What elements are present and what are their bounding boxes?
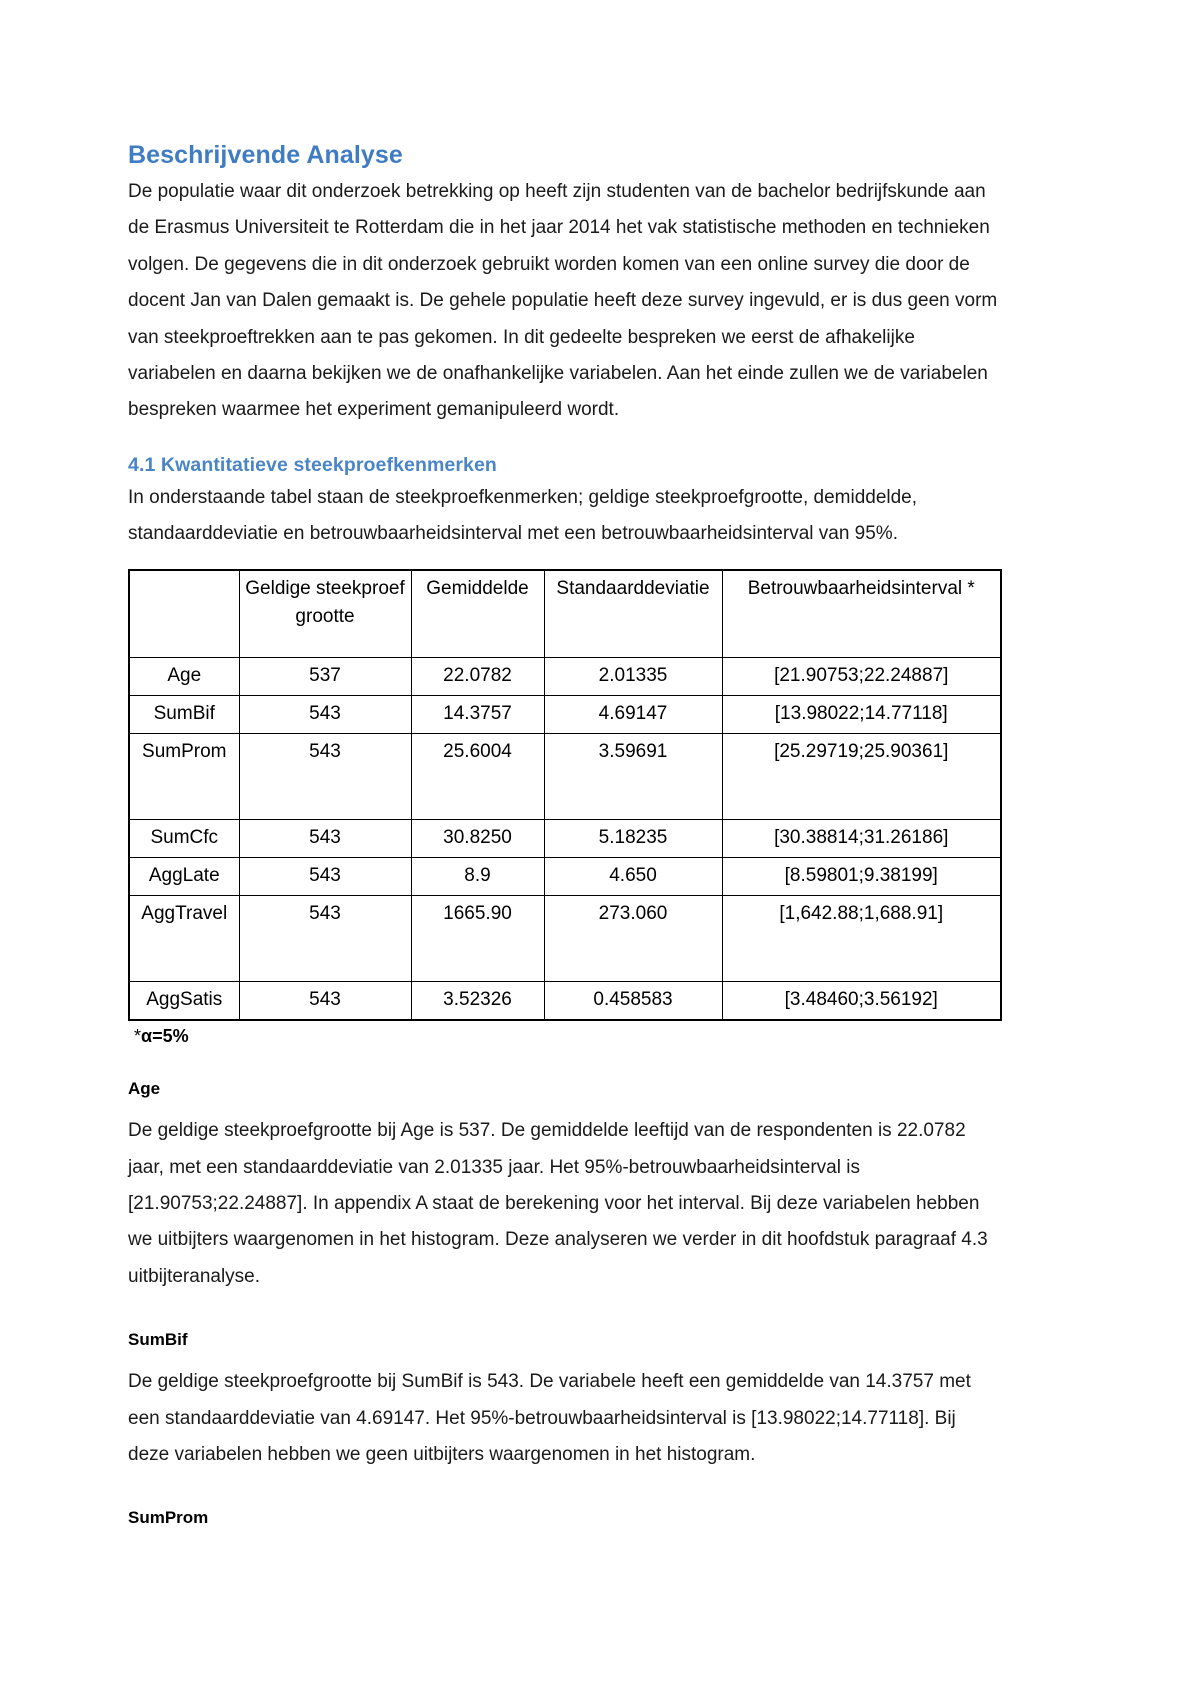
table-row	[129, 982, 1001, 1021]
table-header-cell-4: Betrouwbaarheidsinterval *	[722, 570, 1001, 658]
table-top-spacer	[128, 553, 1000, 569]
variable-heading-sumbif: SumBif	[128, 1330, 188, 1350]
section-heading-4-1: 4.1 Kwantitatieve steekproefkenmerken	[128, 453, 497, 476]
cell-ci: [30.38814;31.26186]	[722, 820, 1001, 858]
cell-sd: 2.01335	[544, 658, 722, 696]
page-title: Beschrijvende Analyse	[128, 141, 403, 169]
cell-n: 543	[239, 820, 411, 858]
cell-variable: SumProm	[129, 734, 239, 820]
footnote-star: *	[134, 1026, 142, 1047]
section-spacer	[128, 1473, 1000, 1506]
cell-variable: SumCfc	[129, 820, 239, 858]
cell-ci: [21.90753;22.24887]	[722, 658, 1001, 696]
table-row	[129, 734, 1001, 820]
cell-sd: 4.650	[544, 858, 722, 896]
heading-spacer	[128, 1352, 1000, 1364]
section-intro-paragraph: In onderstaande tabel staan de steekproefkenmerken; geldige steekproefgrootte, demiddelde, standaarddeviatie en betrouwbaarheidsinterval met een betrouwbaarheidsinterval van 95%.	[128, 486, 918, 545]
cell-variable: Age	[129, 658, 239, 696]
section-spacer	[128, 1295, 1000, 1328]
cell-ci: [13.98022;14.77118]	[722, 696, 1001, 734]
cell-sd: 3.59691	[544, 734, 722, 820]
cell-n: 543	[239, 896, 411, 982]
cell-mean: 3.52326	[411, 982, 544, 1021]
table-row	[129, 658, 1001, 696]
cell-sd: 273.060	[544, 896, 722, 982]
cell-n: 537	[239, 658, 411, 696]
cell-n: 543	[239, 734, 411, 820]
table-row	[129, 896, 1001, 982]
table-row	[129, 696, 1001, 734]
cell-n: 543	[239, 858, 411, 896]
variable-paragraph-sumbif: De geldige steekproefgrootte bij SumBif is 543. De variabele heeft een gemiddelde van 14.3757 met een standaarddeviatie van 4.69147. Het 95%-betrouwbaarheidsinterval is [13.98022;14.77118]. Bij deze variabelen hebben we geen uitbijters waargenomen in het histogram.	[128, 1371, 971, 1465]
variable-paragraph-age: De geldige steekproefgrootte bij Age is 537. De gemiddelde leeftijd van de respondenten is 22.0782 jaar, met een standaarddeviatie van 2.01335 jaar. Het 95%-betrouwbaarheidsinterval is [21.90753;22.24887]. In appendix A staat de berekening voor het interval. Bij deze variabelen hebben we uitbijters waargenomen in het histogram. Deze analyseren we verder in dit hoofdstuk paragraaf 4.3 uitbijteranalyse.	[128, 1120, 988, 1287]
paragraph-spacer	[128, 429, 1000, 451]
variable-heading-age: Age	[128, 1079, 161, 1099]
statistics-table	[128, 569, 1002, 1022]
cell-mean: 30.8250	[411, 820, 544, 858]
table-row	[129, 858, 1001, 896]
cell-mean: 22.0782	[411, 658, 544, 696]
cell-ci: [1,642.88;1,688.91]	[722, 896, 1001, 982]
cell-ci: [8.59801;9.38199]	[722, 858, 1001, 896]
table-header-cell-0	[129, 570, 239, 658]
cell-ci: [25.29719;25.90361]	[722, 734, 1001, 820]
table-row	[129, 820, 1001, 858]
table-header-cell-3: Standaarddeviatie	[544, 570, 722, 658]
cell-sd: 0.458583	[544, 982, 722, 1021]
table-header-cell-1: Geldige steekproefgrootte	[239, 570, 411, 658]
table-footnote	[134, 1023, 1000, 1049]
intro-paragraph: De populatie waar dit onderzoek betrekking op heeft zijn studenten van de bachelor bedrijfskunde aan de Erasmus Universiteit te Rotterdam die in het jaar 2014 het vak statistische methoden en technieken volgen. De gegevens die in dit onderzoek gebruikt worden komen van een online survey die door de docent Jan van Dalen gemaakt is. De gehele populatie heeft deze survey ingevuld, er is dus geen vorm van steekproeftrekken aan te pas gekomen. In dit gedeelte bespreken we eerst de afhakelijke variabelen en daarna bekijken we de onafhankelijke variabelen. Aan het einde zullen we de variabelen bespreken waarmee het experiment gemanipuleerd wordt.	[128, 181, 998, 421]
cell-variable: AggLate	[129, 858, 239, 896]
footnote-bottom-spacer	[128, 1049, 1000, 1077]
cell-mean: 8.9	[411, 858, 544, 896]
cell-ci: [3.48460;3.56192]	[722, 982, 1001, 1021]
cell-n: 543	[239, 696, 411, 734]
heading-spacer	[128, 1101, 1000, 1113]
cell-sd: 5.18235	[544, 820, 722, 858]
cell-mean: 14.3757	[411, 696, 544, 734]
cell-sd: 4.69147	[544, 696, 722, 734]
footnote-text: α=5%	[141, 1026, 189, 1047]
table-header-row	[129, 570, 1001, 658]
cell-n: 543	[239, 982, 411, 1021]
cell-mean: 25.6004	[411, 734, 544, 820]
cell-variable: AggTravel	[129, 896, 239, 982]
cell-variable: SumBif	[129, 696, 239, 734]
table-header-cell-2: Gemiddelde	[411, 570, 544, 658]
variable-heading-sumprom: SumProm	[128, 1508, 209, 1528]
cell-mean: 1665.90	[411, 896, 544, 982]
cell-variable: AggSatis	[129, 982, 239, 1021]
document-content	[128, 138, 1000, 1530]
